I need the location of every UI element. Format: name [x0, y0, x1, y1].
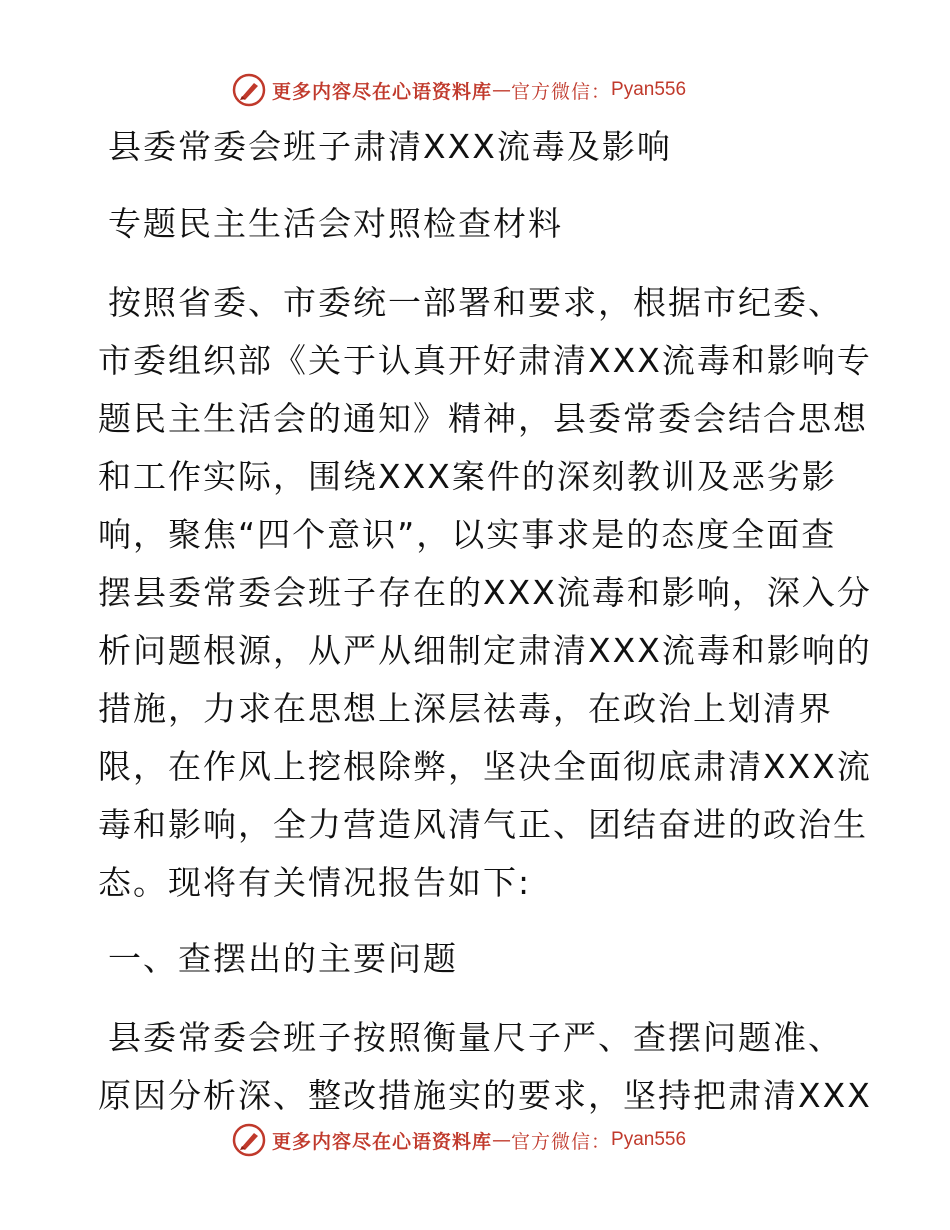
- paragraph-line: 态。现将有关情况报告如下:: [98, 863, 532, 902]
- watermark-wechat-id: Pyan556: [611, 1129, 687, 1150]
- document-body: [98, 120, 872, 1125]
- paragraph-line: 县委常委会班子按照衡量尺子严、查摆问题准、: [108, 1018, 843, 1057]
- watermark-wechat-id: Pyan556: [611, 79, 687, 100]
- watermark-text: 更多内容尽在心语资料库: [272, 80, 493, 103]
- document-title-line2: 专题民主生活会对照检查材料: [108, 204, 563, 243]
- paragraph-line: 析问题根源，从严从细制定肃清XXX流毒和影响的: [98, 631, 872, 670]
- paragraph-line: 和工作实际，围绕XXX案件的深刻教训及恶劣影: [98, 457, 837, 496]
- section-heading: 一、查摆出的主要问题: [108, 939, 458, 978]
- footer-watermark: [232, 1122, 686, 1158]
- paragraph-line: 措施，力求在思想上深层祛毒，在政治上划清界: [98, 689, 833, 728]
- pen-logo-icon: [232, 73, 266, 107]
- paragraph-line: 按照省委、市委统一部署和要求，根据市纪委、: [108, 283, 843, 322]
- watermark-separator: —: [492, 1129, 512, 1151]
- paragraph-line: 响，聚焦“四个意识”，以实事求是的态度全面查: [98, 515, 837, 554]
- section1-paragraph: [98, 1009, 872, 1125]
- header-watermark: [232, 72, 686, 108]
- pen-logo-icon: [232, 1123, 266, 1157]
- document-title-line1: 县委常委会班子肃清XXX流毒及影响: [108, 127, 672, 166]
- watermark-separator: —: [492, 79, 512, 101]
- paragraph-line: 毒和影响，全力营造风清气正、团结奋进的政治生: [98, 805, 868, 844]
- paragraph-line: 原因分析深、整改措施实的要求，坚持把肃清XXX: [98, 1076, 872, 1115]
- paragraph-line: 限，在作风上挖根除弊，坚决全面彻底肃清XXX流: [98, 747, 872, 786]
- paragraph-line: 摆县委常委会班子存在的XXX流毒和影响，深入分: [98, 573, 872, 612]
- intro-paragraph: [98, 274, 872, 912]
- watermark-wechat-label: 官方微信：: [511, 1130, 612, 1153]
- watermark-wechat-label: 官方微信：: [511, 80, 612, 103]
- watermark-text: 更多内容尽在心语资料库: [272, 1130, 493, 1153]
- paragraph-line: 题民主生活会的通知》精神，县委常委会结合思想: [98, 399, 868, 438]
- paragraph-line: 市委组织部《关于认真开好肃清XXX流毒和影响专: [98, 341, 872, 380]
